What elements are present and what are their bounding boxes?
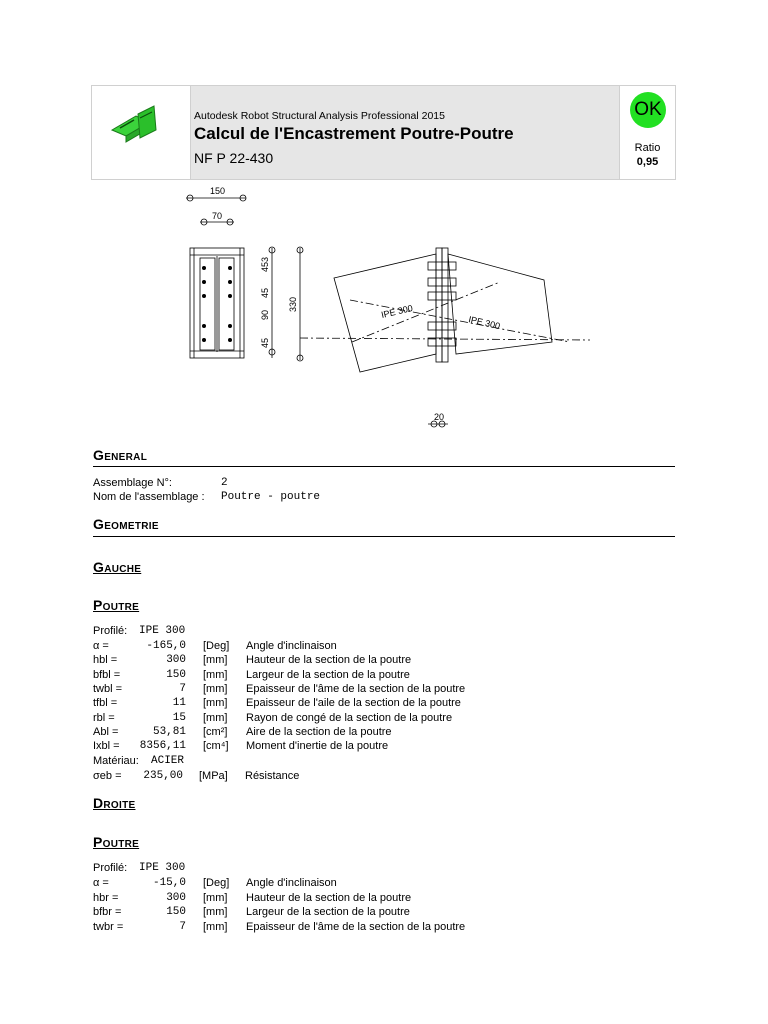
property-value: -165,0 xyxy=(146,640,186,652)
beam-joint-icon xyxy=(92,86,190,179)
property-symbol: hbl = xyxy=(93,654,118,667)
status-panel xyxy=(619,86,675,179)
section-right-beam: Poutre xyxy=(93,834,140,850)
ratio-value: 0,95 xyxy=(636,156,659,168)
property-desc: Rayon de congé de la section de la poutre xyxy=(246,711,453,724)
section-geometry: Geometrie xyxy=(93,516,159,532)
assembly-number-value: 2 xyxy=(221,477,228,489)
property-value: 150 xyxy=(166,668,186,681)
dim-330: 330 xyxy=(288,296,298,312)
dim-453: 453 xyxy=(260,256,270,272)
assembly-name-value: Poutre - poutre xyxy=(221,491,321,503)
property-desc: Angle d'inclinaison xyxy=(246,640,337,652)
dim-70: 70 xyxy=(212,211,223,221)
property-desc: Epaisseur de l'âme de la section de la poutre xyxy=(246,920,466,933)
property-symbol: α = xyxy=(93,877,109,889)
property-unit: [mm] xyxy=(203,711,228,724)
property-value: 8356,11 xyxy=(139,740,186,753)
dim-150: 150 xyxy=(210,186,226,196)
assembly-number-label: Assemblage N°: xyxy=(93,477,172,489)
property-desc: Epaisseur de l'âme de la section de la poutre xyxy=(246,682,466,695)
property-desc: Aire de la section de la poutre xyxy=(246,725,392,738)
property-desc: Epaisseur de l'aile de la section de la poutre xyxy=(246,697,461,710)
report-header xyxy=(91,85,676,180)
property-desc: Largeur de la section de la poutre xyxy=(246,906,410,918)
divider xyxy=(93,536,675,537)
material-label: Matériau: xyxy=(93,755,139,767)
strength-value: 235,00 xyxy=(143,770,183,782)
property-unit: [mm] xyxy=(203,920,228,933)
property-unit: [mm] xyxy=(203,697,228,710)
property-symbol: bfbl = xyxy=(93,668,121,681)
property-value: 300 xyxy=(166,891,186,904)
profile-right-label: IPE 300 xyxy=(467,314,502,332)
property-unit: [Deg] xyxy=(203,640,230,652)
property-desc: Angle d'inclinaison xyxy=(246,877,337,889)
property-symbol: hbr = xyxy=(93,891,119,904)
property-unit: [cm⁴] xyxy=(203,740,229,753)
profile-label: Profilé: xyxy=(93,625,128,637)
property-value: 7 xyxy=(179,920,186,933)
app-name: Autodesk Robot Structural Analysis Professional 2015 xyxy=(194,110,445,122)
property-value: 7 xyxy=(179,682,186,695)
divider xyxy=(93,466,675,467)
assembly-name-label: Nom de l'assemblage : xyxy=(93,491,205,503)
status-badge: OK xyxy=(630,92,666,128)
dim-20: 20 xyxy=(434,412,445,422)
property-symbol: Abl = xyxy=(93,725,119,738)
property-symbol: α = xyxy=(93,640,109,652)
property-symbol: tfbl = xyxy=(93,697,118,710)
property-value: -15,0 xyxy=(152,877,186,889)
dim-45-top: 45 xyxy=(260,287,270,298)
profile-label: Profilé: xyxy=(93,862,128,874)
page-title: Calcul de l'Encastrement Poutre-Poutre xyxy=(194,124,514,143)
property-unit: [mm] xyxy=(203,906,228,918)
standard-code: NF P 22-430 xyxy=(194,150,274,166)
property-desc: Hauteur de la section de la poutre xyxy=(246,654,412,667)
material-value: ACIER xyxy=(151,755,185,767)
property-value: 15 xyxy=(172,711,186,724)
property-unit: [mm] xyxy=(203,682,228,695)
dim-45-bottom: 45 xyxy=(260,337,270,348)
property-value: 11 xyxy=(172,697,186,710)
section-general: General xyxy=(93,447,148,463)
connection-drawing xyxy=(0,182,768,432)
property-symbol: Ixbl = xyxy=(93,740,120,753)
logo xyxy=(92,86,191,179)
property-desc: Moment d'inertie de la poutre xyxy=(246,740,389,753)
property-value: 150 xyxy=(166,906,186,918)
property-symbol: rbl = xyxy=(93,711,115,724)
property-desc: Largeur de la section de la poutre xyxy=(246,668,410,681)
strength-desc: Résistance xyxy=(245,770,300,782)
profile-left-label: IPE 300 xyxy=(380,302,414,320)
strength-unit: [MPa] xyxy=(199,770,228,782)
section-left: Gauche xyxy=(93,559,142,575)
profile-value: IPE 300 xyxy=(139,625,186,637)
property-symbol: twbr = xyxy=(93,920,124,933)
property-value: 53,81 xyxy=(152,725,186,738)
property-desc: Hauteur de la section de la poutre xyxy=(246,891,412,904)
property-unit: [mm] xyxy=(203,654,228,667)
dim-90: 90 xyxy=(260,309,270,320)
property-value: 300 xyxy=(166,654,186,667)
property-symbol: bfbr = xyxy=(93,906,122,918)
ratio-label: Ratio xyxy=(634,142,661,154)
property-unit: [mm] xyxy=(203,891,228,904)
property-symbol: twbl = xyxy=(93,682,123,695)
strength-symbol: σeb = xyxy=(93,770,122,782)
property-unit: [Deg] xyxy=(203,877,230,889)
section-right: Droite xyxy=(93,795,136,811)
section-left-beam: Poutre xyxy=(93,597,140,613)
property-unit: [mm] xyxy=(203,668,228,681)
property-unit: [cm²] xyxy=(203,725,228,738)
profile-value: IPE 300 xyxy=(139,862,186,874)
